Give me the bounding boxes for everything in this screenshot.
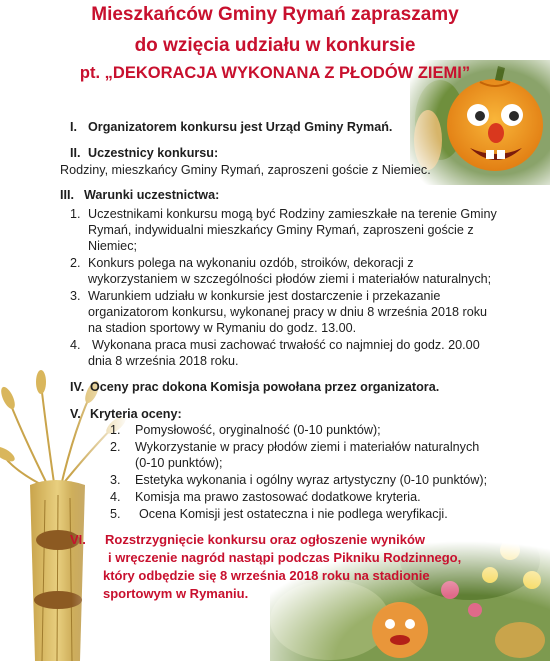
section-2-title: Uczestnicy konkursu: [88, 146, 219, 160]
section-6-line-1: Rozstrzygnięcie konkursu oraz ogłoszenie wyników [105, 532, 426, 547]
section-5-item-4-line-1: Komisja ma prawo zastosować dodatkowe kryteria. [135, 490, 421, 504]
section-6-line-4: sportowym w Rymaniu. [103, 586, 249, 601]
section-6-number: VI. [70, 532, 86, 547]
section-4-number: IV. [70, 380, 85, 394]
section-2-number: II. [70, 146, 81, 160]
section-5-item-3-line-1: Estetyka wykonania i ogólny wyraz artystyczny (0-10 punktów); [135, 473, 488, 487]
section-3-item-3-line-2: organizatorom konkursu, wykonanej pracy w dniu 8 września 2018 roku [88, 305, 488, 319]
section-5-item-1-number: 1. [110, 423, 121, 437]
section-3-title: Warunki uczestnictwa: [84, 188, 220, 202]
section-5-item-4-number: 4. [110, 490, 121, 504]
section-2-text: Rodziny, mieszkańcy Gminy Rymań, zaproszeni goście z Niemiec. [60, 163, 431, 177]
section-3-item-2-line-2: wykorzystaniem w szczególności płodów ziemi i materiałów naturalnych; [88, 272, 492, 286]
section-3-item-3-line-3: na stadion sportowy w Rymaniu do godz. 13.00. [88, 321, 357, 335]
header-line-1: Mieszkańców Gminy Rymań zapraszamy [91, 4, 459, 25]
section-4-text: Oceny prac dokona Komisja powołana przez organizatora. [90, 380, 440, 394]
header-line-3: pt. „DEKORACJA WYKONANA Z PŁODÓW ZIEMI” [79, 64, 471, 82]
section-3-item-2-number: 2. [70, 256, 81, 270]
section-5-item-2-line-2: (0-10 punktów); [135, 456, 223, 470]
section-1-number: I. [70, 120, 77, 134]
section-5-number: V. [70, 407, 81, 421]
section-5-item-5-number: 5. [110, 507, 121, 521]
section-1-text: Organizatorem konkursu jest Urząd Gminy Rymań. [88, 120, 393, 134]
section-3-item-1-line-1: Uczestnikami konkursu mogą być Rodziny zamieszkałe na terenie Gminy [88, 207, 497, 221]
header-line-2: do wzięcia udziału w konkursie [134, 35, 416, 56]
section-5-title: Kryteria oceny: [90, 407, 182, 421]
section-3-item-1-line-2: Rymań, indywidualni mieszkańcy Gminy Rymań, zaproszeni goście z [88, 223, 474, 237]
section-5-item-3-number: 3. [110, 473, 121, 487]
section-6-line-2: i wręczenie nagród nastąpi podczas Pikniku Rodzinnego, [108, 550, 462, 565]
section-3-number: III. [60, 188, 74, 202]
section-3-item-2-line-1: Konkurs polega na wykonaniu ozdób, stroików, dekoracji z [88, 256, 414, 270]
section-5-item-2-line-1: Wykorzystanie w pracy płodów ziemi i materiałów naturalnych [135, 440, 480, 454]
section-3-item-1-number: 1. [70, 207, 81, 221]
section-5-item-2-number: 2. [110, 440, 121, 454]
section-6-line-3: który odbędzie się 8 września 2018 roku na stadionie [103, 568, 430, 583]
section-5-item-1-line-1: Pomysłowość, oryginalność (0-10 punktów); [135, 423, 381, 437]
section-3-item-4-number: 4. [70, 338, 81, 352]
section-3-item-4-line-2: dnia 8 września 2018 roku. [88, 354, 239, 368]
section-3-item-3-line-1: Warunkiem udziału w konkursie jest dostarczenie i przekazanie [88, 289, 441, 303]
section-3-item-1-line-3: Niemiec; [88, 239, 137, 253]
section-3-item-3-number: 3. [70, 289, 81, 303]
section-5-item-5-line-1: Ocena Komisji jest ostateczna i nie podlega weryfikacji. [139, 507, 448, 521]
section-3-item-4-line-1: Wykonana praca musi zachować trwałość co najmniej do godz. 20.00 [92, 338, 480, 352]
